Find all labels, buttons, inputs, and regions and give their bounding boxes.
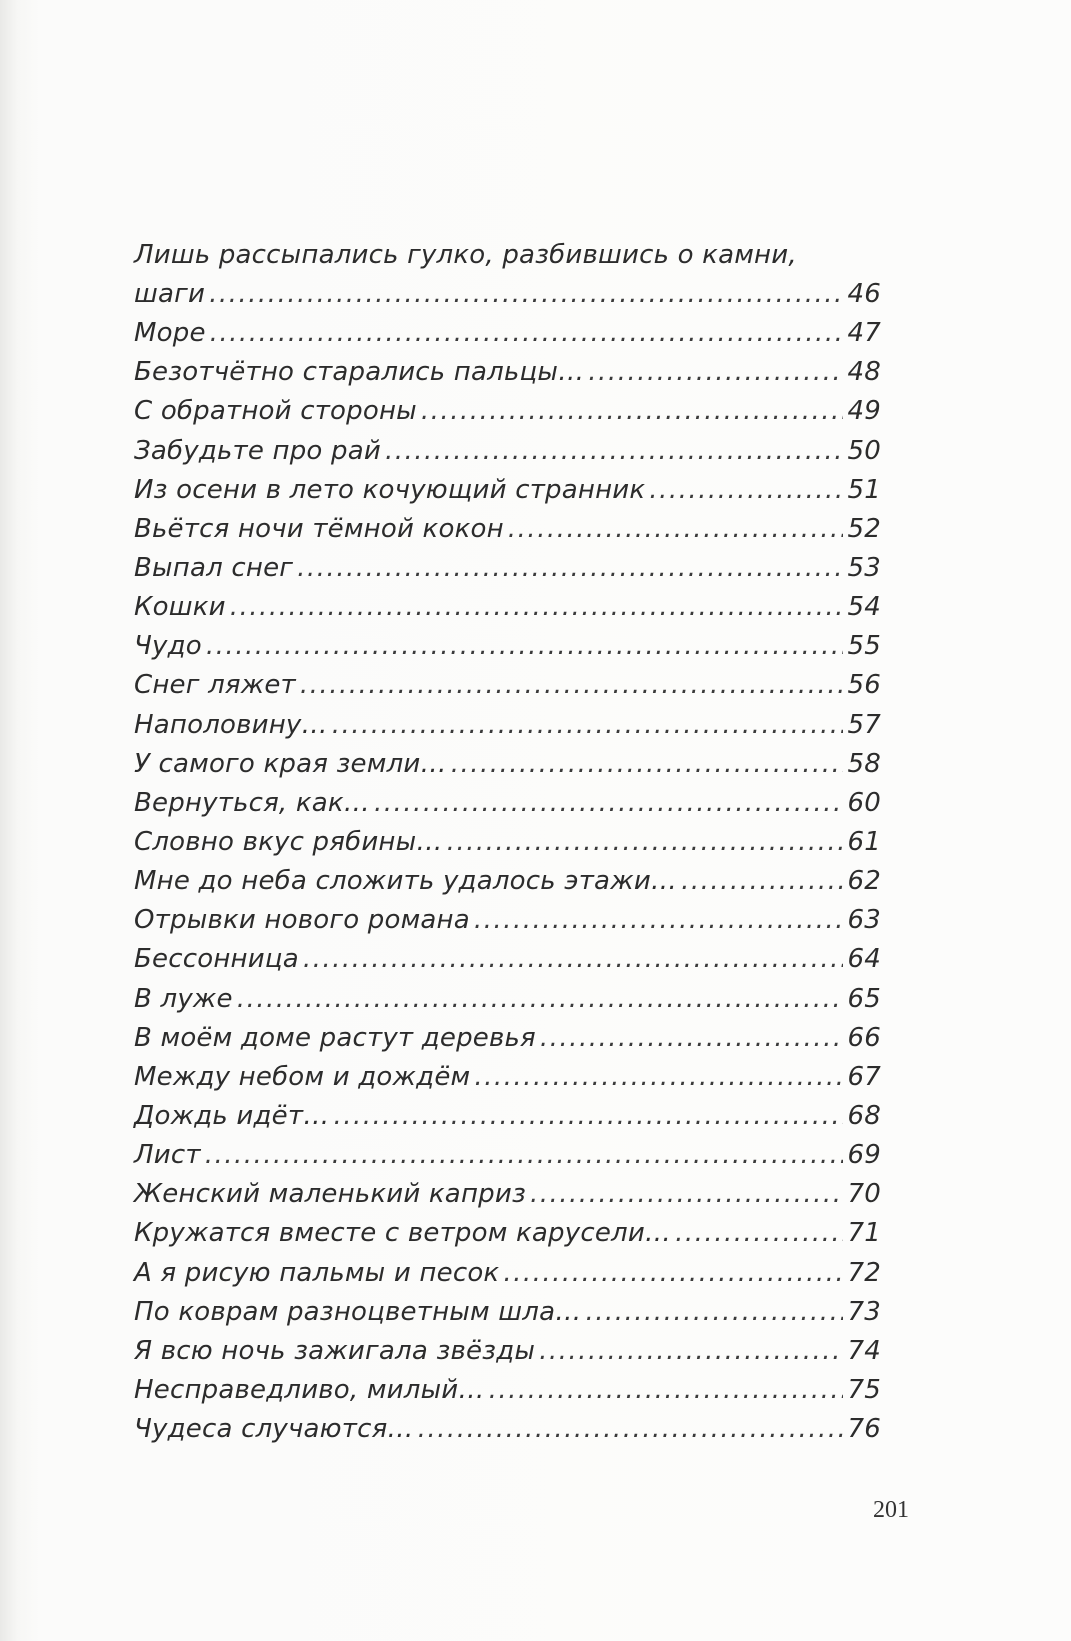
toc-entry [134, 1293, 881, 1332]
dot-leader [332, 706, 843, 745]
toc-entry-title: Чудеса случаются… [134, 1414, 414, 1445]
toc-entry-page: 52 [847, 513, 881, 544]
dot-leader [210, 314, 843, 353]
toc-entry-title: Забудьте про рай [134, 435, 381, 466]
toc-entry [134, 627, 881, 666]
toc-entry-page: 73 [847, 1296, 881, 1327]
toc-entry-title: Вернуться, как… [134, 787, 370, 818]
dot-leader [333, 1097, 843, 1136]
toc-entry-title: Чудо [134, 631, 202, 662]
toc-entry [134, 940, 881, 979]
toc-entry-page: 50 [847, 435, 881, 466]
toc-entry [134, 1371, 881, 1410]
toc-entry-title: шаги [134, 279, 206, 309]
toc-entry [134, 980, 881, 1019]
toc-entry-page: 76 [847, 1414, 881, 1445]
toc-entry [134, 549, 881, 588]
toc-entry-page: 56 [847, 670, 881, 701]
toc-entry-page: 54 [847, 592, 881, 623]
toc-entry [134, 901, 881, 940]
toc-entry-page: 51 [847, 474, 881, 505]
toc-entry [134, 510, 881, 549]
dot-leader [206, 627, 843, 666]
toc-entry-title: Словно вкус рябины… [134, 826, 443, 857]
toc-entry-title: Я всю ночь зажигала звёзды [134, 1335, 536, 1366]
toc-entry [134, 471, 881, 510]
toc-entry-page: 70 [847, 1179, 881, 1210]
dot-leader [418, 1410, 843, 1449]
toc-entry-page: 66 [847, 1022, 881, 1053]
toc-entry-title: С обратной стороны [134, 396, 417, 427]
toc-entry [134, 275, 881, 314]
toc-entry-title: Море [134, 318, 206, 349]
dot-leader [585, 1293, 843, 1332]
toc-entry [134, 784, 881, 823]
dot-leader [508, 510, 843, 549]
dot-leader [421, 392, 843, 431]
toc-entry-title: По коврам разноцветным шла… [134, 1296, 582, 1327]
toc-entry-page: 75 [847, 1374, 881, 1405]
page-number: 201 [873, 1497, 909, 1523]
dot-leader [230, 588, 843, 627]
toc-entry-title: Дождь идёт… [134, 1100, 330, 1131]
dot-leader [385, 432, 843, 471]
toc-entry-title: А я рисую пальмы и песок [134, 1257, 500, 1288]
toc-entry-title: Кошки [134, 592, 226, 623]
toc-entry-page: 64 [847, 944, 881, 975]
toc-entry [134, 862, 881, 901]
toc-entry [134, 1254, 881, 1293]
toc-entry-title: Кружатся вместе с ветром карусели… [134, 1218, 672, 1249]
dot-leader [209, 275, 843, 314]
toc-entry [134, 432, 881, 471]
toc-entry-page: 58 [847, 748, 881, 779]
toc-entry-page: 62 [847, 866, 881, 897]
dot-leader [474, 1058, 843, 1097]
dot-leader [237, 980, 843, 1019]
toc-entry-title: Бессонница [134, 944, 299, 975]
dot-leader [300, 666, 843, 705]
toc-entry-title: Мне до неба сложить удалось этажи… [134, 866, 678, 897]
toc-entry-title: Женский маленький каприз [134, 1179, 526, 1210]
toc-entry-title: В луже [134, 983, 233, 1014]
toc-entry [134, 1058, 881, 1097]
toc-entry-page: 57 [847, 709, 881, 740]
toc-entry-page: 72 [847, 1257, 881, 1288]
dot-leader [530, 1175, 843, 1214]
toc-entry-page: 71 [847, 1218, 881, 1249]
toc-entry-page: 63 [847, 905, 881, 936]
toc-entry [134, 353, 881, 392]
toc-entry-title: Снег ляжет [134, 670, 296, 701]
dot-leader [489, 1371, 843, 1410]
toc-entry [134, 706, 881, 745]
toc-entry-title: Отрывки нового романа [134, 905, 470, 936]
toc-entry-page: 74 [847, 1335, 881, 1366]
toc-entry [134, 1332, 881, 1371]
toc-entry [134, 745, 881, 784]
dot-leader [539, 1332, 843, 1371]
dot-leader [297, 549, 843, 588]
toc-entry [134, 1175, 881, 1214]
toc-entry-title: Наполовину… [134, 709, 328, 740]
toc-entry-page: 65 [847, 983, 881, 1014]
dot-leader [649, 471, 843, 510]
dot-leader [474, 901, 843, 940]
toc-entry-title: Выпал снег [134, 552, 294, 583]
toc-entry-page: 55 [847, 631, 881, 662]
toc-entry [134, 314, 881, 353]
toc-entry [134, 1136, 881, 1175]
dot-leader [675, 1214, 843, 1253]
dot-leader [447, 823, 843, 862]
dot-leader [503, 1254, 843, 1293]
toc-entry-title: Вьётся ночи тёмной кокон [134, 513, 504, 544]
toc-entry-page: 53 [847, 552, 881, 583]
toc-entry-title: Между небом и дождём [134, 1061, 471, 1092]
toc-entry-title: Лист [134, 1140, 201, 1171]
toc-entry-page: 61 [847, 826, 881, 857]
toc-entry-title: Из осени в лето кочующий странник [134, 474, 646, 505]
toc-entry-first-line [134, 235, 881, 275]
dot-leader [374, 784, 843, 823]
toc-entry-title: Лишь рассыпались гулко, разбившись о камни, [134, 240, 797, 270]
toc-entry-page: 47 [847, 318, 881, 349]
toc-entry-page: 67 [847, 1061, 881, 1092]
toc-entry-list [134, 314, 881, 1449]
toc-entry [134, 588, 881, 627]
toc-entry-title: Безотчётно старались пальцы… [134, 357, 585, 388]
toc-entry-title: В моём доме растут деревья [134, 1022, 536, 1053]
toc-entry-page: 69 [847, 1140, 881, 1171]
toc-entry [134, 392, 881, 431]
dot-leader [588, 353, 843, 392]
toc-entry-title: У самого края земли… [134, 748, 447, 779]
dot-leader [681, 862, 843, 901]
toc-entry-page: 60 [847, 787, 881, 818]
dot-leader [205, 1136, 843, 1175]
toc-entry [134, 1019, 881, 1058]
toc-entry [134, 1214, 881, 1253]
toc-entry-page: 46 [847, 279, 881, 309]
toc-entry [134, 823, 881, 862]
toc-entry [134, 666, 881, 705]
toc-entry [134, 1097, 881, 1136]
toc-entry-page: 68 [847, 1100, 881, 1131]
dot-leader [451, 745, 843, 784]
dot-leader [540, 1019, 843, 1058]
dot-leader [303, 940, 843, 979]
table-of-contents [134, 235, 881, 1449]
toc-entry-page: 49 [847, 396, 881, 427]
toc-entry [134, 1410, 881, 1449]
toc-entry-title: Несправедливо, милый… [134, 1374, 485, 1405]
toc-entry-page: 48 [847, 357, 881, 388]
